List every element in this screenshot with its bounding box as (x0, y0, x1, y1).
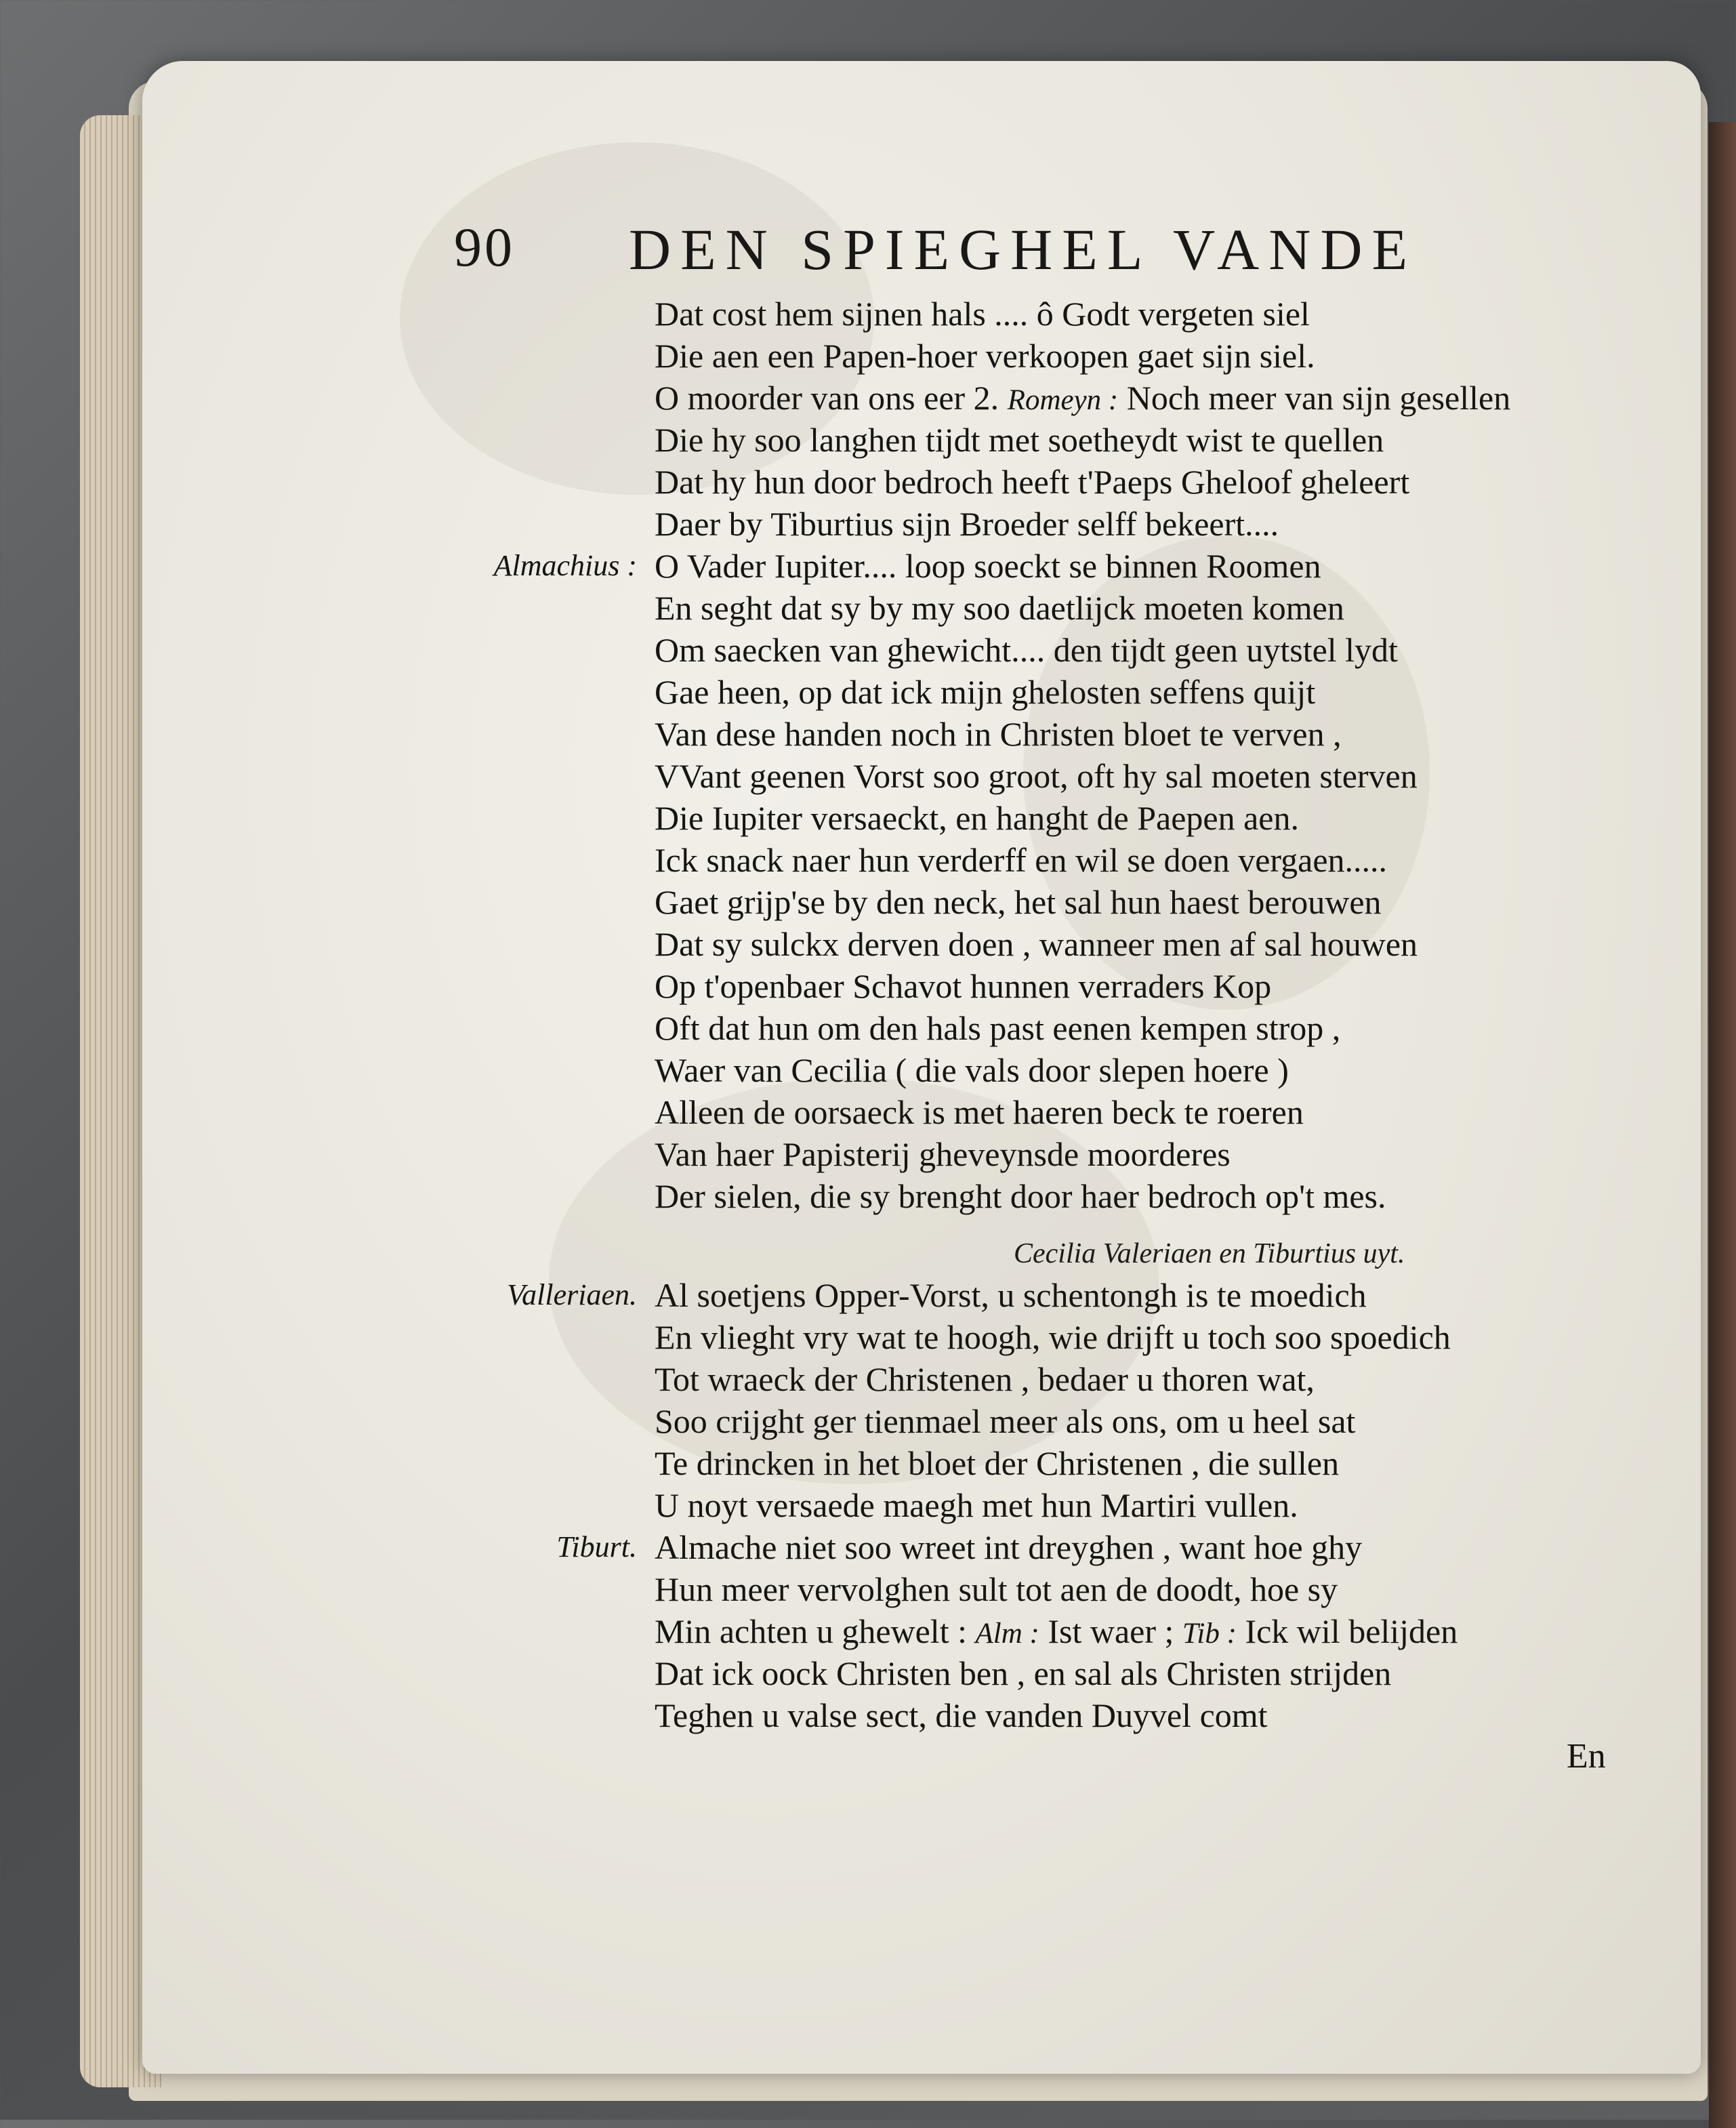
verse-text: Op t'openbaer Schavot hunnen verraders Kop (655, 967, 1272, 1005)
verse-text: Oft dat hun om den hals past eenen kempen strop , (655, 1009, 1341, 1047)
verse-line (0, 1400, 1736, 1442)
verse-text: Daer by Tiburtius sijn Broeder selff bekeert.... (655, 505, 1279, 543)
verse-line (0, 377, 1736, 419)
verse-text: Dat sy sulckx derven doen , wanneer men af sal houwen (655, 925, 1418, 963)
verse-text (655, 377, 1510, 422)
verse-line (0, 839, 1736, 881)
verse-line (0, 293, 1736, 335)
verse-line (0, 1049, 1736, 1091)
verse-text: Ick snack naer hun verderff en wil se doen vergaen..... (655, 841, 1388, 879)
verse-text (655, 1610, 1458, 1655)
verse-text: Waer van Cecilia ( die vals door slepen hoere ) (655, 1051, 1289, 1089)
verse-text: Die hy soo langhen tijdt met soetheydt wist te quellen (655, 421, 1384, 459)
inline-speaker: Romeyn : (1007, 384, 1119, 416)
verse-line (0, 797, 1736, 839)
verse-line (0, 923, 1736, 965)
verse-text: Gaet grijp'se by den neck, het sal hun haest berouwen (655, 883, 1382, 921)
verse-line (0, 881, 1736, 923)
verse-line (0, 1526, 1736, 1568)
verse-text-part: Min achten u ghewelt : (655, 1612, 967, 1650)
verse-text: Gae heen, op dat ick mijn ghelosten seffens quijt (655, 673, 1316, 711)
verse-line (0, 503, 1736, 545)
verse-line (0, 1610, 1736, 1652)
verse-line (0, 587, 1736, 629)
verse-text: Om saecken van ghewicht.... den tijdt geen uytstel lydt (655, 631, 1398, 669)
verse-text: Hun meer vervolghen sult tot aen de doodt, hoe sy (655, 1570, 1338, 1608)
verse-line (0, 1358, 1736, 1400)
verse-line (0, 1652, 1736, 1694)
catchword: En (1567, 1737, 1606, 1776)
verse-line (0, 1274, 1736, 1316)
verse-line (0, 1007, 1736, 1049)
speaker-label: Tiburt. (556, 1530, 637, 1563)
verse-text: Die Iupiter versaeckt, en hanght de Paepen aen. (655, 799, 1299, 837)
verse-text: Tot wraeck der Christenen , bedaer u thoren wat, (655, 1360, 1315, 1398)
verse-line (0, 629, 1736, 671)
inline-speaker: Alm : (975, 1618, 1039, 1650)
verse-line (0, 965, 1736, 1007)
running-title: DEN SPIEGHEL VANDE (629, 217, 1417, 282)
verse-text: En vlieght vry wat te hoogh, wie drijft u toch soo spoedich (655, 1318, 1451, 1356)
verse-text: En seght dat sy by my soo daetlijck moeten komen (655, 589, 1344, 627)
verse-line (0, 1568, 1736, 1610)
verse-line (0, 671, 1736, 713)
verse-line (0, 1316, 1736, 1358)
verse-text-part: Ist waer ; (1048, 1612, 1174, 1650)
verse-text: Van dese handen noch in Christen bloet te verven , (655, 715, 1342, 753)
verse-text: Dat cost hem sijnen hals .... ô Godt vergeten siel (655, 295, 1310, 333)
speaker-label: Valleriaen. (507, 1278, 637, 1311)
verse-text: Dat ick oock Christen ben , en sal als Christen strijden (655, 1654, 1392, 1692)
page-number: 90 (454, 216, 515, 278)
verse-line (0, 713, 1736, 755)
verse-line (0, 1175, 1736, 1217)
verse-line (0, 1133, 1736, 1175)
stage-direction: Cecilia Valeriaen en Tiburtius uyt. (1014, 1238, 1405, 1269)
verse-line (0, 1484, 1736, 1526)
verse-line (0, 461, 1736, 503)
verse-line (0, 545, 1736, 587)
verse-text: Van haer Papisterij gheveynsde moorderes (655, 1135, 1231, 1173)
verse-text: Dat hy hun door bedroch heeft t'Paeps Gheloof gheleert (655, 463, 1410, 501)
verse-text: Soo crijght ger tienmael meer als ons, om u heel sat (655, 1402, 1356, 1440)
verse-text: O Vader Iupiter.... loop soeckt se binnen Roomen (655, 547, 1321, 585)
verse-text: Die aen een Papen-hoer verkoopen gaet sijn siel. (655, 337, 1315, 375)
verse-text: U noyt versaede maegh met hun Martiri vullen. (655, 1486, 1298, 1524)
verse-text: Teghen u valse sect, die vanden Duyvel comt (655, 1696, 1268, 1734)
verse-text: Alleen de oorsaeck is met haeren beck te roeren (655, 1093, 1304, 1131)
verse-line (0, 335, 1736, 377)
verse-text-part: Ick wil belijden (1245, 1612, 1458, 1650)
verse-text: VVant geenen Vorst soo groot, oft hy sal moeten sterven (655, 757, 1418, 795)
verse-line (0, 1694, 1736, 1736)
verse-line (0, 1442, 1736, 1484)
verse-line (0, 419, 1736, 461)
page-header (0, 216, 1736, 297)
verse-text: Al soetjens Opper-Vorst, u schentongh is te moedich (655, 1276, 1367, 1314)
verse-text: Der sielen, die sy brenght door haer bedroch op't mes. (655, 1177, 1386, 1215)
verse-text-part: Noch meer van sijn gesellen (1126, 379, 1511, 417)
verse-text: Almache niet soo wreet int dreyghen , want hoe ghy (655, 1528, 1363, 1566)
speaker-label: Almachius : (493, 549, 637, 582)
verse-text-part: O moorder van ons eer 2. (655, 379, 999, 417)
verse-text: Te drincken in het bloet der Christenen , die sullen (655, 1444, 1340, 1482)
verse-line (0, 1091, 1736, 1133)
verse-line (0, 755, 1736, 797)
inline-speaker: Tib : (1182, 1618, 1237, 1650)
